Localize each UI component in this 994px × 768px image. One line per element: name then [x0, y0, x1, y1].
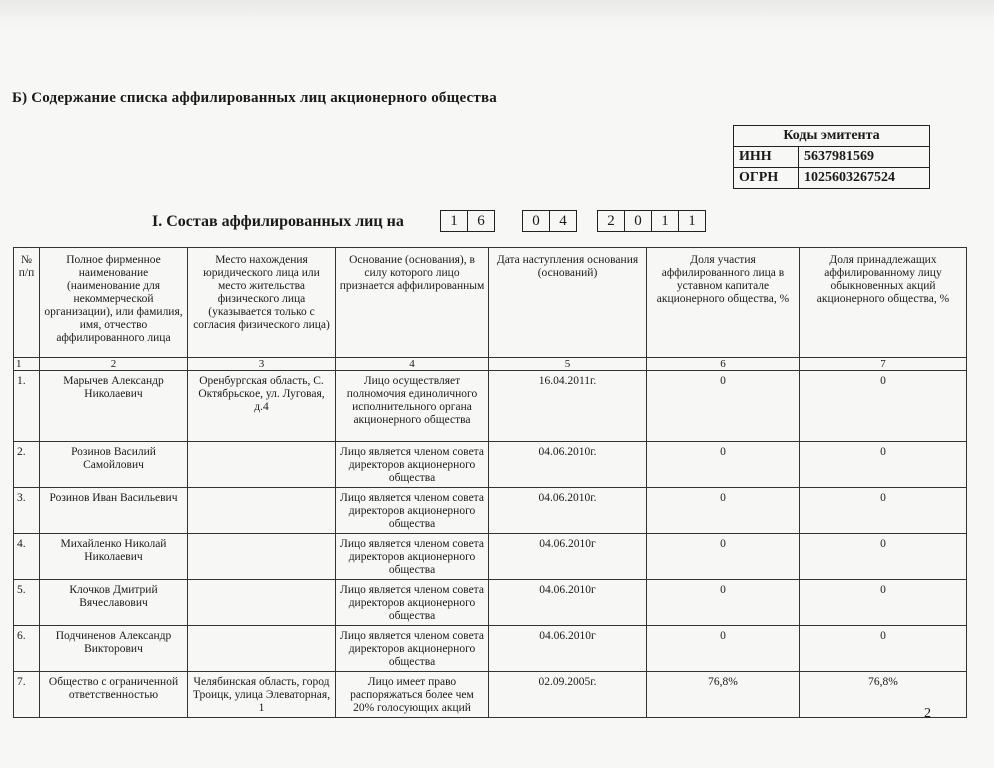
- table-row: [14, 442, 967, 488]
- row-number: 7.: [14, 672, 40, 718]
- table-row: [14, 371, 967, 442]
- date-digit: 0: [624, 210, 652, 232]
- row-place: [188, 488, 336, 534]
- table-header-row: [14, 248, 967, 358]
- issuer-codes-header: Коды эмитента: [734, 126, 930, 147]
- row-stock: 0: [800, 534, 967, 580]
- row-number: 1.: [14, 371, 40, 442]
- row-stock: 0: [800, 371, 967, 442]
- header-stock: Доля принадлежащих аффилированному лицу обыкновенных акций акционерного общества, %: [800, 248, 967, 358]
- date-digit: 1: [651, 210, 679, 232]
- row-stock: 0: [800, 580, 967, 626]
- row-basis: Лицо является членом совета директоров акционерного общества: [336, 580, 489, 626]
- row-basis: Лицо является членом совета директоров акционерного общества: [336, 488, 489, 534]
- row-name: Розинов Василий Самойлович: [40, 442, 188, 488]
- header-place: Место нахождения юридического лица или место жительства физического лица (указывается только с согласия физического лица): [188, 248, 336, 358]
- row-basis: Лицо является членом совета директоров акционерного общества: [336, 534, 489, 580]
- date-digit: 0: [522, 210, 550, 232]
- date-digit: 1: [678, 210, 706, 232]
- row-place: [188, 534, 336, 580]
- row-basis: Лицо имеет право распоряжаться более чем 20% голосующих акций: [336, 672, 489, 718]
- row-number: 6.: [14, 626, 40, 672]
- row-place: [188, 626, 336, 672]
- date-year-box: [598, 210, 706, 232]
- header-share: Доля участия аффилированного лица в уставном капитале акционерного общества, %: [647, 248, 800, 358]
- column-number: 2: [40, 358, 188, 371]
- table-row: [14, 534, 967, 580]
- row-date: 04.06.2010г: [489, 534, 647, 580]
- ogrn-value: 1025603267524: [799, 168, 930, 189]
- row-share: 76,8%: [647, 672, 800, 718]
- header-basis: Основание (основания), в силу которого лицо признается аффилированным: [336, 248, 489, 358]
- table-row: [14, 580, 967, 626]
- header-name: Полное фирменное наименование (наименование для некоммерческой организации), или фамилия, имя, отчество аффилированного лица: [40, 248, 188, 358]
- column-number: 5: [489, 358, 647, 371]
- ogrn-label: ОГРН: [734, 168, 799, 189]
- column-number: 1: [14, 358, 40, 371]
- row-date: 04.06.2010г: [489, 626, 647, 672]
- row-basis: Лицо осуществляет полномочия единоличного исполнительного органа акционерного общества: [336, 371, 489, 442]
- row-name: Общество с ограниченной ответственностью: [40, 672, 188, 718]
- table-row: [14, 672, 967, 718]
- row-place: Оренбургская область, С. Октябрьское, ул. Луговая, д.4: [188, 371, 336, 442]
- header-date: Дата наступления основания (оснований): [489, 248, 647, 358]
- row-share: 0: [647, 442, 800, 488]
- column-number: 4: [336, 358, 489, 371]
- row-name: Михайленко Николай Николаевич: [40, 534, 188, 580]
- date-digit: 6: [467, 210, 495, 232]
- row-stock: 0: [800, 488, 967, 534]
- row-place: Челябинская область, город Троицк, улица Элеваторная, 1: [188, 672, 336, 718]
- issuer-codes-table: [733, 125, 930, 189]
- row-date: 04.06.2010г.: [489, 442, 647, 488]
- date-month-box: [523, 210, 577, 232]
- row-date: 02.09.2005г.: [489, 672, 647, 718]
- row-stock: 0: [800, 442, 967, 488]
- row-stock: 76,8%: [800, 672, 967, 718]
- row-place: [188, 442, 336, 488]
- list-subtitle: I. Состав аффилированных лиц на: [152, 213, 404, 230]
- affiliates-table: [13, 247, 967, 718]
- column-number: 6: [647, 358, 800, 371]
- row-name: Клочков Дмитрий Вячеславович: [40, 580, 188, 626]
- row-share: 0: [647, 488, 800, 534]
- inn-label: ИНН: [734, 147, 799, 168]
- row-share: 0: [647, 580, 800, 626]
- row-number: 5.: [14, 580, 40, 626]
- date-day-box: [441, 210, 495, 232]
- row-share: 0: [647, 371, 800, 442]
- row-basis: Лицо является членом совета директоров акционерного общества: [336, 442, 489, 488]
- row-name: Марычев Александр Николаевич: [40, 371, 188, 442]
- scan-edge: [0, 0, 994, 30]
- page-number: 2: [924, 706, 931, 721]
- column-numbers-row: [14, 358, 967, 371]
- row-date: 04.06.2010г.: [489, 488, 647, 534]
- date-digit: 1: [440, 210, 468, 232]
- column-number: 7: [800, 358, 967, 371]
- table-row: [14, 626, 967, 672]
- row-name: Розинов Иван Васильевич: [40, 488, 188, 534]
- row-date: 16.04.2011г.: [489, 371, 647, 442]
- inn-value: 5637981569: [799, 147, 930, 168]
- table-row: [14, 488, 967, 534]
- column-number: 3: [188, 358, 336, 371]
- row-date: 04.06.2010г: [489, 580, 647, 626]
- row-share: 0: [647, 534, 800, 580]
- date-digit: 4: [549, 210, 577, 232]
- date-digit: 2: [597, 210, 625, 232]
- row-number: 4.: [14, 534, 40, 580]
- row-stock: 0: [800, 626, 967, 672]
- row-place: [188, 580, 336, 626]
- section-title: Б) Содержание списка аффилированных лиц акционерного общества: [12, 90, 497, 106]
- row-number: 3.: [14, 488, 40, 534]
- row-number: 2.: [14, 442, 40, 488]
- row-name: Подчиненов Александр Викторович: [40, 626, 188, 672]
- row-share: 0: [647, 626, 800, 672]
- header-number: № п/п: [14, 248, 40, 358]
- row-basis: Лицо является членом совета директоров акционерного общества: [336, 626, 489, 672]
